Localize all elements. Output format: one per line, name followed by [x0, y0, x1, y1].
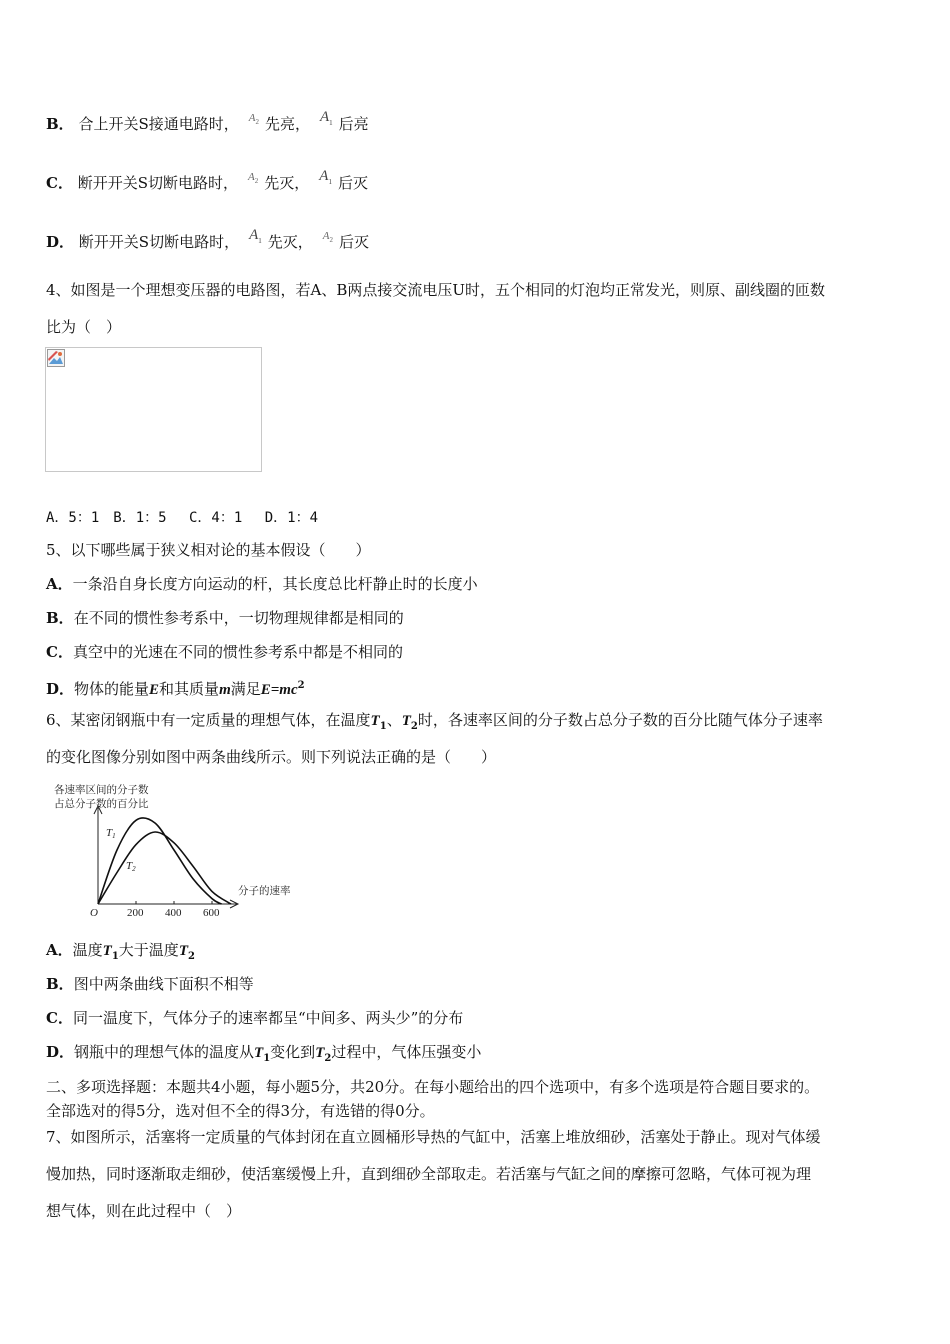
option-text: 变化到 [270, 1043, 316, 1061]
subscript: 1 [263, 1053, 271, 1064]
subscript: 1 [379, 721, 387, 732]
x-tick-label-400: 400 [165, 907, 182, 919]
option-text: 和其质量 [159, 680, 220, 698]
series-label-t1: T1 [106, 827, 116, 840]
origin-label: O [90, 907, 98, 919]
stem-text: 6、某密闭钢瓶中有一定质量的理想气体，在温度 [46, 711, 371, 729]
transformer-circuit-image-placeholder [45, 347, 262, 472]
section2-heading-line1: 二、多项选择题：本题共4小题，每小题5分，共20分。在每小题给出的四个选项中，有多个选项是符合题目要求的。 [46, 1078, 820, 1096]
q5-stem: 5、以下哪些属于狭义相对论的基本假设（ ） [46, 541, 371, 559]
option-text: 一条沿自身长度方向运动的杆，其长度总比杆静止时的长度小 [72, 575, 478, 593]
speed-distribution-chart [48, 780, 308, 920]
option-text: 过程中，气体压强变小 [331, 1043, 482, 1061]
option-5a [46, 574, 478, 594]
option-text: 满足 [230, 680, 261, 698]
option-label: A． [46, 575, 73, 593]
option-text: 物体的能量 [74, 680, 150, 698]
lamp-a1-symbol: $A_1$ [249, 227, 262, 245]
series-label-t2: T2 [126, 860, 136, 873]
x-axis-label: 分子的速率 [238, 885, 291, 897]
var-t: T [370, 713, 380, 729]
exponent: 2 [297, 680, 305, 691]
option-text: 图中两条曲线下面积不相等 [73, 975, 254, 993]
option-text: 后亮 [338, 115, 369, 133]
q7-stem-line2: 慢加热，同时逐渐取走细砂，使活塞缓慢上升，直到细砂全部取走。若活塞与气缸之间的摩擦可忽略，气体可视为理 [46, 1165, 812, 1183]
option-6b [46, 974, 254, 994]
option-text: 断开开关S切断电路时， [78, 233, 240, 251]
subscript: 2 [324, 1053, 332, 1064]
q7-stem-line1: 7、如图所示，活塞将一定质量的气体封闭在直立圆桶形导热的气缸中，活塞上堆放细砂，活塞处于静止。现对气体缓 [46, 1128, 821, 1146]
option-6c [46, 1008, 463, 1028]
option-label: D． [46, 1043, 75, 1061]
var-t: T [315, 1045, 325, 1061]
section2-heading-line2: 全部选对的得5分，选对但不全的得3分，有选错的得0分。 [46, 1102, 435, 1120]
x-tick-label-600: 600 [203, 907, 220, 919]
lamp-a2-symbol: $A_2$ [322, 230, 333, 245]
option-text: 先亮， [264, 115, 310, 133]
option-3b [46, 109, 369, 141]
option-text: 温度 [72, 941, 103, 959]
var-e: E [149, 682, 160, 698]
var-t: T [401, 713, 411, 729]
var-t: T [254, 1045, 264, 1061]
option-text: 后灭 [339, 233, 370, 251]
option-label: C． [46, 643, 73, 661]
subscript: 2 [410, 721, 418, 732]
lamp-a2-symbol: $A_2$ [248, 171, 259, 186]
var-m: m [219, 682, 231, 698]
option-text: 在不同的惯性参考系中，一切物理规律都是相同的 [73, 609, 404, 627]
q6-stem-line2: 的变化图像分别如图中两条曲线所示。则下列说法正确的是（ ） [46, 748, 497, 766]
formula: E=mc [260, 682, 298, 698]
option-3d [46, 227, 370, 259]
option-label: B． [46, 115, 74, 133]
option-5b [46, 608, 404, 628]
option-6d [46, 1042, 481, 1069]
q6-stem-line1 [46, 710, 823, 737]
x-tick-label-200: 200 [127, 907, 144, 919]
q7-stem-line3: 想气体，则在此过程中（ ） [46, 1202, 242, 1220]
option-label: B． [46, 975, 74, 993]
curve-t2 [98, 832, 231, 904]
option-text: 同一温度下，气体分子的速率都呈“中间多、两头少”的分布 [72, 1009, 464, 1027]
broken-image-icon [47, 349, 65, 367]
option-label: B． [46, 609, 74, 627]
lamp-a1-symbol: $A_1$ [320, 109, 333, 127]
q4-stem-line1: 4、如图是一个理想变压器的电路图，若A、B两点接交流电压U时，五个相同的灯泡均正常发光，则原、副线圈的匝数 [46, 281, 826, 299]
option-label: C． [46, 174, 73, 192]
subscript: 2 [187, 951, 195, 962]
option-label: A． [46, 941, 73, 959]
option-6a [46, 940, 195, 967]
option-text: 合上开关S接通电路时， [78, 115, 239, 133]
lamp-a1-symbol: $A_1$ [319, 168, 332, 186]
option-text: 断开开关S切断电路时， [77, 174, 239, 192]
option-3c [46, 168, 368, 200]
option-text: 后灭 [337, 174, 368, 192]
q4-options: A．5：1 B．1：5 C．4：1 D．1：4 [46, 510, 319, 526]
option-label: C． [46, 1009, 73, 1027]
q4-stem-line2: 比为（ ） [46, 318, 122, 336]
option-label: D． [46, 680, 75, 698]
option-text: 先灭， [267, 233, 313, 251]
curve-t1 [98, 818, 222, 904]
subscript: 1 [111, 951, 119, 962]
option-label: D． [46, 233, 75, 251]
option-text: 真空中的光速在不同的惯性参考系中都是不相同的 [72, 643, 403, 661]
lamp-a2-symbol: $A_2$ [248, 112, 259, 127]
stem-text: 时，各速率区间的分子数占总分子数的百分比随气体分子速率 [417, 711, 823, 729]
option-5d [46, 676, 305, 700]
var-t: T [102, 943, 112, 959]
y-axis-label-line1: 各速率区间的分子数 [54, 784, 149, 796]
option-text: 大于温度 [118, 941, 179, 959]
option-text: 先灭， [264, 174, 310, 192]
stem-text: 、 [386, 711, 402, 729]
var-t: T [178, 943, 188, 959]
option-text: 钢瓶中的理想气体的温度从 [74, 1043, 255, 1061]
y-axis-label-line2: 占总分子数的百分比 [54, 798, 149, 810]
option-5c [46, 642, 403, 662]
